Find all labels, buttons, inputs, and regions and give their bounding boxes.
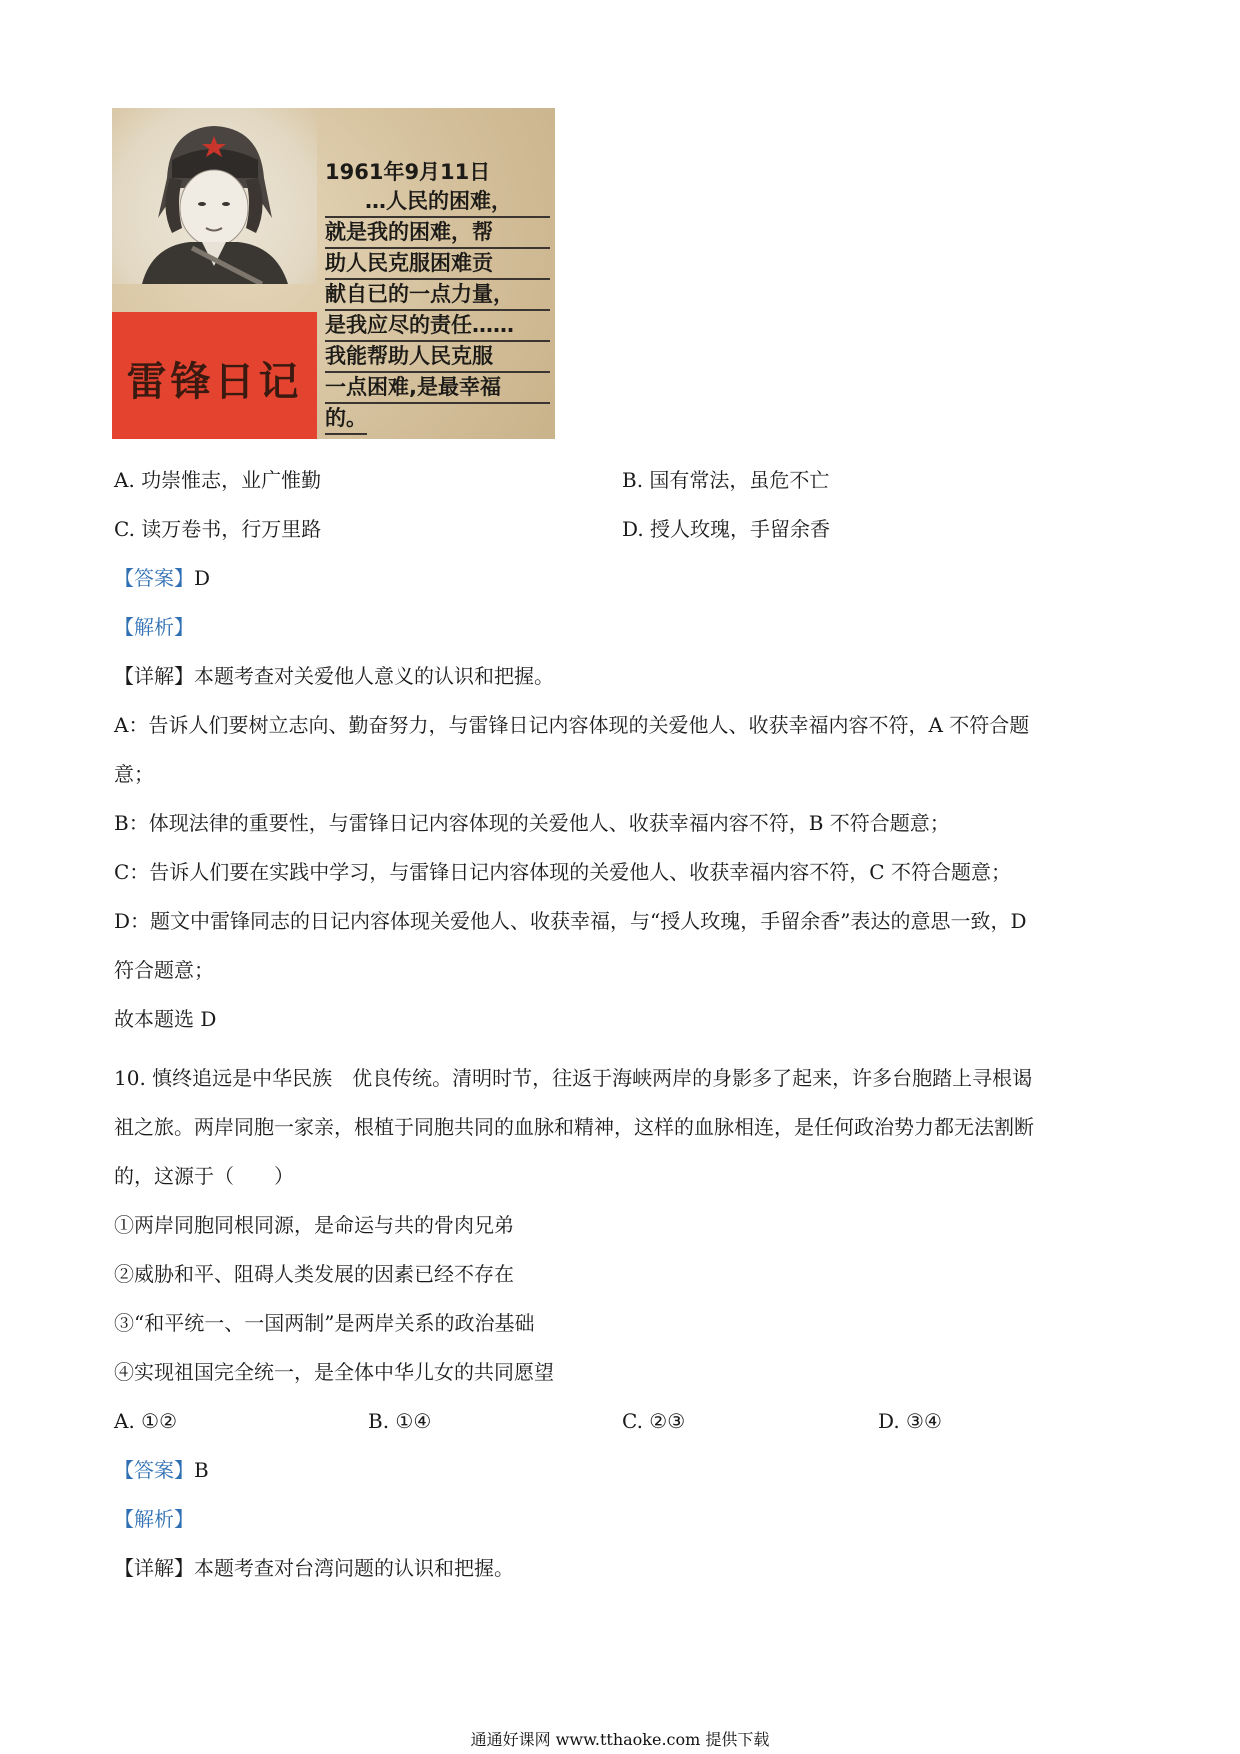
- q10-stem-line3: 的，这源于（ ）: [114, 1164, 294, 1188]
- q9-option-b: B. 国有常法，虽危不亡: [622, 468, 830, 492]
- poster-title: 雷锋日记: [126, 358, 303, 405]
- answer-label: 【答案】: [114, 1458, 194, 1482]
- q10-item-3: ③“和平统一、一国两制”是两岸关系的政治基础: [114, 1311, 535, 1335]
- q10-option-d: D. ③④: [878, 1409, 942, 1433]
- detail-label: 【详解】: [114, 1556, 194, 1580]
- diary-line: …人民的困难，: [325, 187, 550, 218]
- q9-answer: [114, 564, 210, 592]
- diary-line: 助人民克服困难贡: [325, 249, 550, 280]
- q10-option-c: C. ②③: [622, 1409, 686, 1433]
- q9-option-a: A. 功崇惟志，业广惟勤: [114, 468, 322, 492]
- soldier-portrait-image: [112, 108, 317, 284]
- diary-line: 一点困难,是最幸福: [325, 373, 550, 404]
- answer-value: D: [194, 566, 211, 590]
- detail-label: 【详解】: [114, 664, 194, 688]
- q10-item-4: ④实现祖国完全统一，是全体中华儿女的共同愿望: [114, 1360, 554, 1384]
- answer-label: 【答案】: [114, 566, 194, 590]
- q9-option-c: C. 读万卷书，行万里路: [114, 517, 322, 541]
- q9-option-d: D. 授人玫瑰，手留余香: [622, 517, 831, 541]
- soldier-portrait-icon: [112, 108, 317, 284]
- q9-explain-a-line1: A：告诉人们要树立志向、勤奋努力，与雷锋日记内容体现的关爱他人、收获幸福内容不符，A 不符合题: [114, 713, 1030, 737]
- answer-value: B: [194, 1458, 209, 1482]
- q10-item-2: ②威胁和平、阻碍人类发展的因素已经不存在: [114, 1262, 514, 1286]
- lei-feng-diary-poster: [112, 108, 555, 439]
- poster-diary-text: [325, 158, 550, 435]
- q10-analysis-label: 【解析】: [114, 1507, 194, 1531]
- q9-explain-b: B：体现法律的重要性，与雷锋日记内容体现的关爱他人、收获幸福内容不符，B 不符合题意；: [114, 811, 950, 835]
- diary-line: 的。: [325, 404, 367, 435]
- q9-explain-d-line2: 符合题意；: [114, 958, 214, 982]
- diary-line: 1961年9月11日: [325, 160, 491, 184]
- diary-line: 是我应尽的责任……: [325, 311, 550, 342]
- q9-explain-c: C：告诉人们要在实践中学习，与雷锋日记内容体现的关爱他人、收获幸福内容不符，C 不符合题意；: [114, 860, 1011, 884]
- q10-detail: [114, 1554, 514, 1582]
- q10-stem-line1: 10. 慎终追远是中华民族 优良传统。清明时节，往返于海峡两岸的身影多了起来，许多台胞踏上寻根谒: [114, 1066, 1033, 1090]
- q9-analysis-label: 【解析】: [114, 615, 194, 639]
- q10-option-a: A. ①②: [114, 1409, 178, 1433]
- q9-detail: [114, 662, 554, 690]
- detail-text: 本题考查对关爱他人意义的认识和把握。: [194, 664, 554, 688]
- q10-option-b: B. ①④: [368, 1409, 432, 1433]
- q10-answer: [114, 1456, 209, 1484]
- q10-stem-line2: 祖之旅。两岸同胞一家亲，根植于同胞共同的血脉和精神，这样的血脉相连，是任何政治势力都无法割断: [114, 1115, 1034, 1139]
- q9-conclusion: 故本题选 D: [114, 1007, 217, 1031]
- diary-line: 献自已的一点力量，: [325, 280, 550, 311]
- diary-line: 就是我的困难，帮: [325, 218, 550, 249]
- q9-explain-d-line1: D：题文中雷锋同志的日记内容体现关爱他人、收获幸福，与“授人玫瑰，手留余香”表达的意思一致，D: [114, 909, 1027, 933]
- page-footer: 通通好课网 www.tthaoke.com 提供下载: [470, 1730, 770, 1749]
- q9-explain-a-line2: 意；: [114, 762, 154, 786]
- q10-item-1: ①两岸同胞同根同源，是命运与共的骨肉兄弟: [114, 1213, 514, 1237]
- detail-text: 本题考查对台湾问题的认识和把握。: [194, 1556, 514, 1580]
- diary-line: 我能帮助人民克服: [325, 342, 550, 373]
- poster-title-box: [112, 312, 317, 439]
